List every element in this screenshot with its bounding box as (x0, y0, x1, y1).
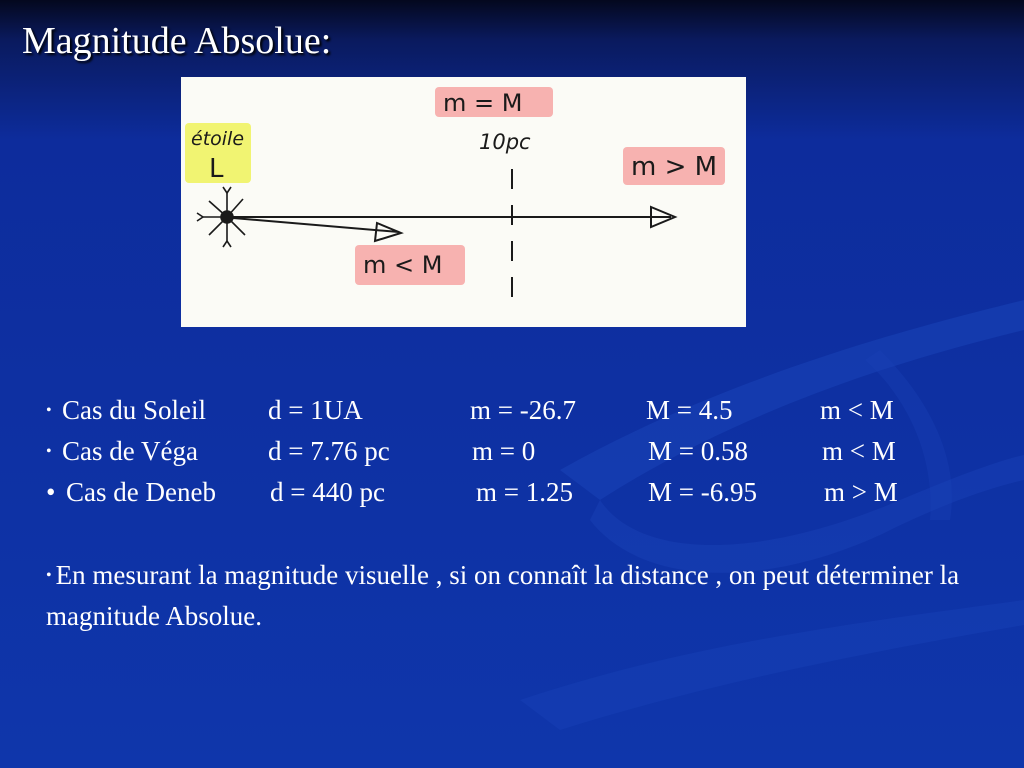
conclusion-paragraph (46, 555, 966, 637)
slide-title: Magnitude Absolue: (22, 20, 332, 62)
case-comparison: m < M (820, 395, 894, 425)
case-distance: d = 440 pc (270, 477, 385, 507)
case-distance: d = 1UA (268, 395, 363, 425)
case-distance: d = 7.76 pc (268, 436, 390, 466)
case-absolute-magnitude: M = 4.5 (646, 395, 733, 425)
case-row-deneb (46, 472, 1006, 513)
case-name: Cas de Deneb (66, 477, 216, 507)
case-apparent-magnitude: m = -26.7 (470, 395, 576, 425)
case-name: Cas de Véga (62, 436, 198, 466)
case-comparison: m > M (824, 477, 898, 507)
diagram-drawing (181, 77, 746, 327)
ray-near (233, 218, 399, 232)
case-absolute-magnitude: M = 0.58 (648, 436, 748, 466)
distance-label: 10pc (479, 130, 531, 154)
greater-label: m > M (631, 152, 718, 182)
case-comparison: m < M (822, 436, 896, 466)
cases-list (46, 390, 1006, 513)
less-label: m < M (363, 251, 443, 279)
conclusion-text: En mesurant la magnitude visuelle , si on connaît la distance , on peut déterminer la magnitude Absolue. (46, 560, 960, 631)
case-absolute-magnitude: M = -6.95 (648, 477, 757, 507)
bullet: • (46, 443, 52, 460)
case-apparent-magnitude: m = 0 (472, 436, 536, 466)
bullet: • (46, 567, 52, 584)
case-apparent-magnitude: m = 1.25 (476, 477, 573, 507)
equal-label: m = M (443, 89, 523, 117)
bullet: • (46, 477, 56, 507)
star-letter-label: L (209, 154, 224, 184)
star-word-label: étoile (191, 128, 245, 150)
case-name: Cas du Soleil (62, 395, 207, 425)
case-row-soleil (46, 390, 1006, 431)
magnitude-diagram (181, 77, 746, 327)
bullet: • (46, 402, 52, 419)
case-row-vega (46, 431, 1006, 472)
